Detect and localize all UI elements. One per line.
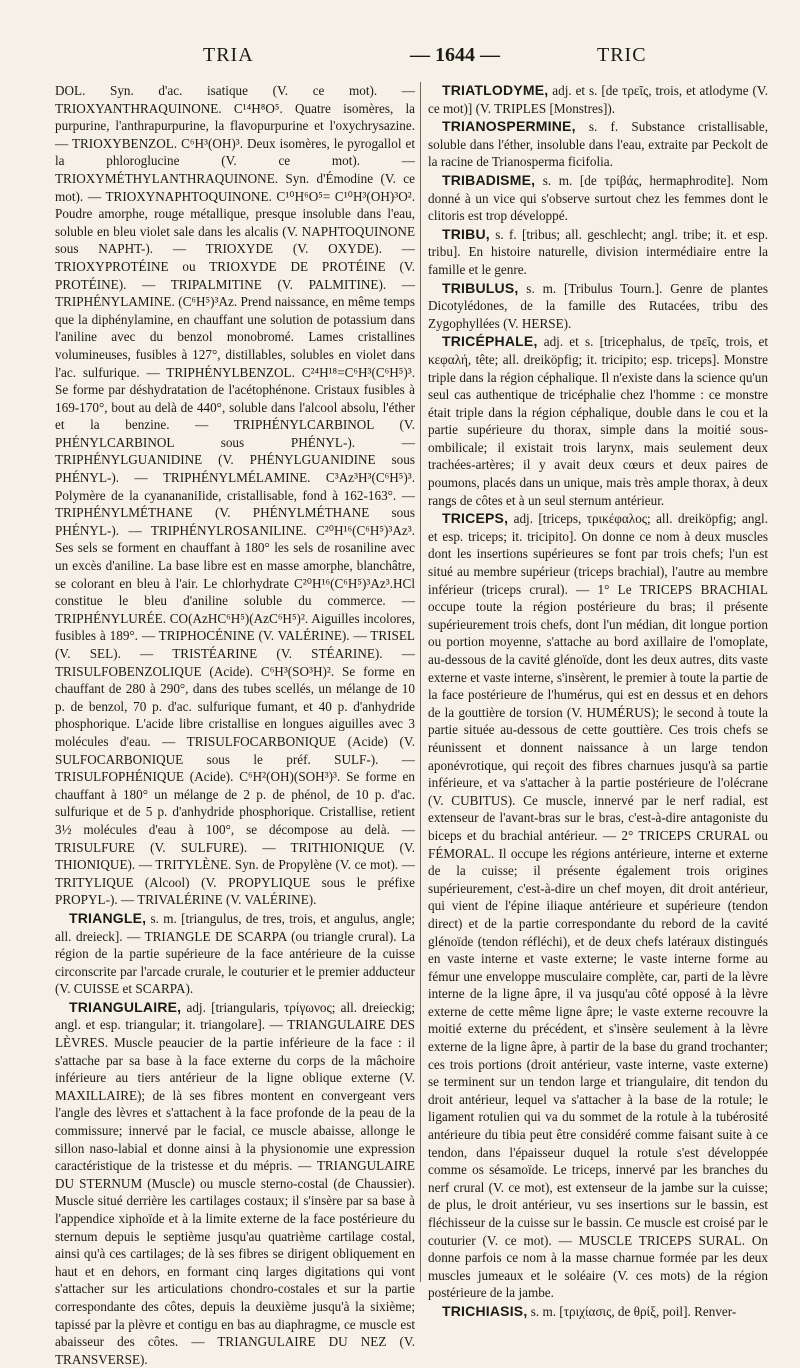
- left-column: [55, 82, 415, 1367]
- entry-headword: TRIANGLE,: [69, 909, 147, 926]
- entry-headword: TRIBULUS,: [442, 279, 519, 296]
- entry-triangulaire: [55, 999, 415, 1368]
- entry-trichiasis: [428, 1303, 768, 1321]
- header-right-guideword: TRIC: [597, 44, 647, 66]
- entry-headword: TRIANOSPERMINE,: [442, 118, 576, 135]
- entry-text: adj. et s. [tricephalus, de τρεῖς, trois, et κεφαλή, tête; all. dreiköpfig; it. tricipito; esp. triceps]. Monstre triple dans la région céphalique. Il n'existe dans la science qu'un seul cas authentique de tricéphalie chez l'homme : ce monstre était triple dans la région céphalique, double dans le cou et la partie supérieure du thorax, simple dans la moitié sous-ombilicale; il existait trois larynx, mais seulement deux trachées-artères; il y avait deux cœurs et deux paires de poumons, placés dans un unique, mais très ample thorax, à deux rangs de côtes et à un seul sternum antérieur.: [428, 334, 768, 508]
- entry-continuation: [55, 82, 415, 909]
- page-header: [55, 44, 768, 70]
- entry-headword: TRIBADISME,: [442, 171, 536, 188]
- entry-text: s. m. [Tribulus Tourn.]. Genre de plantes Dicotylédones, de la famille des Rutacées, tribu des Zygophyllées (V. HERSE).: [428, 280, 768, 331]
- entry-trianospermine: [428, 118, 768, 171]
- entry-tribu: [428, 226, 768, 279]
- entry-text: s. f. [tribus; all. geschlecht; angl. tribe; it. et esp. tribu]. En histoire naturelle, division intermédiaire entre la famille et le genre.: [428, 226, 768, 277]
- column-divider: [420, 82, 421, 1282]
- entry-headword: TRIATLODYME,: [442, 82, 549, 98]
- entry-text: s. m. [triangulus, de tres, trois, et angulus, angle; all. dreieck]. — TRIANGLE DE SCARPA (ou triangle crural). La région de la partie supérieure de la face antérieure de la cuisse circonscrite par l'arcade crurale, le couturier et le premier adducteur (V. CUISSE et SCARPA).: [55, 910, 415, 997]
- header-left-guideword: TRIA: [203, 44, 254, 66]
- entry-text: s. f. Substance cristallisable, soluble dans l'éther, insoluble dans l'eau, extraite par Peckolt de la racine de Trianosperma ficifolia.: [428, 119, 768, 170]
- entry-triceps: [428, 510, 768, 1302]
- entry-text: s. m. [de τρίβάς, hermaphrodite]. Nom donné à un vice qui s'observe surtout chez les femmes dont le clitoris est trop développé.: [428, 172, 768, 224]
- entry-text: s. m. [τριχίασις, de θρίξ, poil]. Renver-: [527, 1303, 737, 1319]
- entry-text: adj. et s. [de τρεῖς, trois, et atlodyme (V. ce mot)] (V. TRIPLES [Monstres]).: [428, 83, 768, 116]
- entry-text: adj. [triceps, τρικέφαλος; all. dreiköpfig; angl. et esp. triceps; it. tricipito]. On donne ce nom à deux muscles dont les insertions supérieures se font par trois chefs; l'un est situé au membre supérieur (triceps brachial), l'autre au membre inférieur (triceps crural). — 1° Le TRICEPS BRACHIAL occupe toute la région postérieure du bras; il présente supérieurement trois chefs, dont l'un médian, dit longue portion ou portion moyenne, s'attache au bord axillaire de l'omoplate, au-dessous de la cavité glénoïde, dont les deux autres, dits vaste externe et vaste interne, s'insèrent, le premier à toute la partie de la face postérieure de l'humérus, qui est en dessus et en dehors de la gouttière de torsion (V. HUMÉRUS); le second à toute la partie située au-dessous de cette gouttière. Ces trois chefs se réunissent et donnent naissance à un large tendon aponévrotique, qui reçoit des fibres charnues jusqu'à sa partie inférieure, et va s'attacher à la partie postérieure de l'olécrane (V. CUBITUS). Ce muscle, innervé par le nerf radial, est extenseur de l'avant-bras sur le bras, c'est-à-dire antagoniste du biceps et du brachial antérieur. — 2° TRICEPS CRURAL ou FÉMORAL. Il occupe les régions antérieure, interne et externe de la cuisse; il présente également trois origines supérieurement, c'est-à-dire un chef moyen, dit droit antérieur, qui vient de l'épine iliaque antérieure et supérieure (tendon direct) et de la partie correspondante du rebord de la cavité glénoïde (tendon réfléchi), et de deux chefs latéraux distingués en vaste interne et vaste externe; le vaste interne forme au fémur une enveloppe musculaire complète, car, parti de la lèvre interne de la ligne âpre, il va jusqu'au côté opposé à la lèvre externe de cette même ligne âpre; le vaste externe recouvre la moitié externe du précédent, et s'insère seulement à la lèvre externe de la ligne âpre, à partir de la base du grand trochanter; ces trois portions (droit antérieur, vaste interne, vaste externe) se terminent sur un tendon large et triangulaire, dit tendon du droit antérieur, lequel va s'attacher à la base de la rotule; le ligament rotulien qui va du sommet de la rotule à la tubérosité antérieure du tibia peut être considéré comme faisant suite à ce tendon, dans l'épaisseur duquel la rotule s'est développée comme os sésamoïde. Le triceps, innervé par les branches du nerf crural (V. ce mot), est extenseur de la jambe sur la cuisse; de plus, le droit antérieur, vu ses insertions sur le bassin, est fléchisseur de la cuisse sur le bassin. Ce muscle est croisé par le couturier (V. ce mot). — MUSCLE TRICEPS SURAL. On donne parfois ce nom à la masse charnue formée par les deux muscles jumeaux et le soléaire (V. ces mots) de la région postérieure de la jambe.: [428, 511, 768, 1301]
- page-number: — 1644 —: [410, 44, 500, 66]
- entry-triangle: [55, 910, 415, 998]
- entry-headword: TRICÉPHALE,: [442, 333, 538, 350]
- entry-triatlodyme: [428, 82, 768, 117]
- entry-text: adj. [triangularis, τρίγωνος; all. dreieckig; angl. et esp. triangular; it. triangolare]. — TRIANGULAIRE DES LÈVRES. Muscle peaucier de la partie inférieure de la face : il s'attache par sa base à la face externe du corps de la mâchoire inférieure au tiers antérieur de la ligne oblique externe (V. MAXILLAIRE); de là ses fibres montent en convergeant vers l'angle des lèvres et s'attachent à la face profonde de la peau de la commissure; innervé par le facial, ce muscle abaisse, allonge le sillon naso-labial et donne ainsi à la physionomie une expression caractéristique de la tristesse et du mépris. — TRIANGULAIRE DU STERNUM (Muscle) ou muscle sterno-costal (de Chaussier). Muscle situé derrière les cartilages costaux; il s'insère par sa base à l'appendice xiphoïde et à la limite externe de la face postérieure du sternum depuis le septième jusqu'au quatrième cartilage costal, ainsi qu'à ces cartilages; de là ses fibres se dirigent obliquement en haut et en dehors, en formant cinq larges digitations qui vont s'attacher sur les articulations chondro-costales et sur la partie correspondante des côtes, depuis la deuxième jusqu'à la sixième; tapissé par la plèvre et contigu en bas au diaphragme, ce muscle est abaisseur des côtes. — TRIANGULAIRE DU NEZ (V. TRANSVERSE).: [55, 999, 415, 1367]
- right-column: [428, 82, 768, 1322]
- entry-text: DOL. Syn. d'ac. isatique (V. ce mot). — TRIOXYANTHRAQUINONE. C¹⁴H⁸O⁵. Quatre isomères, la purpurine, l'anthrapurpurine, la flavopurpurine et l'oxychrysazine. — TRIOXYBENZOL. C⁶H³(OH)³. Deux isomères, le pyrogallol et la phloroglucine (V. ce mot). — TRIOXYMÉTHYLANTHRAQUINONE. Syn. d'Émodine (V. ce mot). — TRIOXYNAPHTOQUINONE. C¹⁰H⁶O⁵= C¹⁰H³(OH)³O². Poudre amorphe, rouge métallique, presque insoluble dans l'eau, soluble en bleu violet sale dans les alcalis (V. NAPHTOQUINONE sous NAPHT-). — TRIOXYDE (V. OXYDE). — TRIOXYPROTÉINE ou TRIOXYDE DE PROTÉINE (V. PROTÉINE). — TRIPALMITINE (V. PALMITINE). — TRIPHÉNYLAMINE. (C⁶H⁵)³Az. Prend naissance, en même temps que la diphénylamine, en chauffant une solution de potassium dans l'aniline avec du benzol monobromé. Lames cristallines volumineuses, fusibles à 127°, distillables, solubles en violet dans l'ac. sulfurique. — TRIPHÉNYLBENZOL. C²⁴H¹⁸=C⁶H³(C⁶H⁵)³. Se forme par déshydratation de l'acétophénone. Cristaux fusibles à 169-170°, bout au delà de 440°, soluble dans l'alcool absolu, l'éther et la benzine. — TRIPHÉNYLCARBINOL (V. PHÉNYLCARBINOL sous PHÉNYL-). — TRIPHÉNYLGUANIDINE (V. PHÉNYLGUANIDINE sous PHÉNYL-). — TRIPHÉNYLMÉLAMINE. C³Az³H³(C⁶H⁵)³. Polymère de la cyanananiIide, cristallisable, fond à 162-163°. — TRIPHÉNYLMÉTHANE (V. PHÉNYLMÉTHANE sous PHÉNYL-). — TRIPHÉNYLROSANILINE. C²⁰H¹⁶(C⁶H⁵)³Az³. Ses sels se forment en chauffant à 180° les sels de rosaniline avec un excès d'aniline. La base libre est en masse amorphe, blanchâtre, se colorant en bleu à l'air. Le chlorhydrate C²⁰H¹⁶(C⁶H⁵)³Az³.HCl constitue le bleu d'aniline soluble du commerce. — TRIPHÉNYLURÉE. CO(AzHC⁶H⁵)(AzC⁶H⁵)². Aiguilles incolores, fusibles à 189°. — TRIPHOCÉNINE (V. VALÉRINE). — TRISEL (V. SEL). — TRISTÉARINE (V. STÉARINE). — TRISULFOBENZOLIQUE (Acide). C⁶H³(SO³H)². Se forme en chauffant de 280 à 290°, dans des tubes scellés, un mélange de 10 p. de benzol, 70 p. d'ac. sulfurique fumant, et 40 p. d'anhydride phosphorique. L'acide libre cristallise en longues aiguilles avec 3 molécules d'eau. — TRISULFOCARBONIQUE (Acide) (V. SULFOCARBONIQUE sous le préf. SULF-). — TRISULFOPHÉNIQUE (Acide). C⁶H²(OH)(SOH³)³. Se forme en chauffant à 180° un mélange de 2 p. de phénol, de 10 p. d'ac. sulfurique et de 5 p. d'anhydride phosphorique. Cristallise, retient 3½ molécules d'eau à 100°, se décompose au delà. — TRISULFURE (V. SULFURE). — TRITHIONIQUE (V. THIONIQUE). — TRITYLÈNE. Syn. de Propylène (V. ce mot). — TRITYLIQUE (Alcool) (V. PROPYLIQUE sous le préfixe PROPYL-). — TRIVALÉRINE (V. VALÉRINE).: [55, 83, 415, 908]
- entry-headword: TRICHIASIS,: [442, 1302, 528, 1319]
- entry-headword: TRIANGULAIRE,: [69, 998, 182, 1015]
- entry-headword: TRICEPS,: [442, 510, 509, 527]
- entry-headword: TRIBU,: [442, 225, 490, 242]
- entry-tribadisme: [428, 172, 768, 225]
- entry-tribulus: [428, 280, 768, 333]
- entry-tricephale: [428, 333, 768, 509]
